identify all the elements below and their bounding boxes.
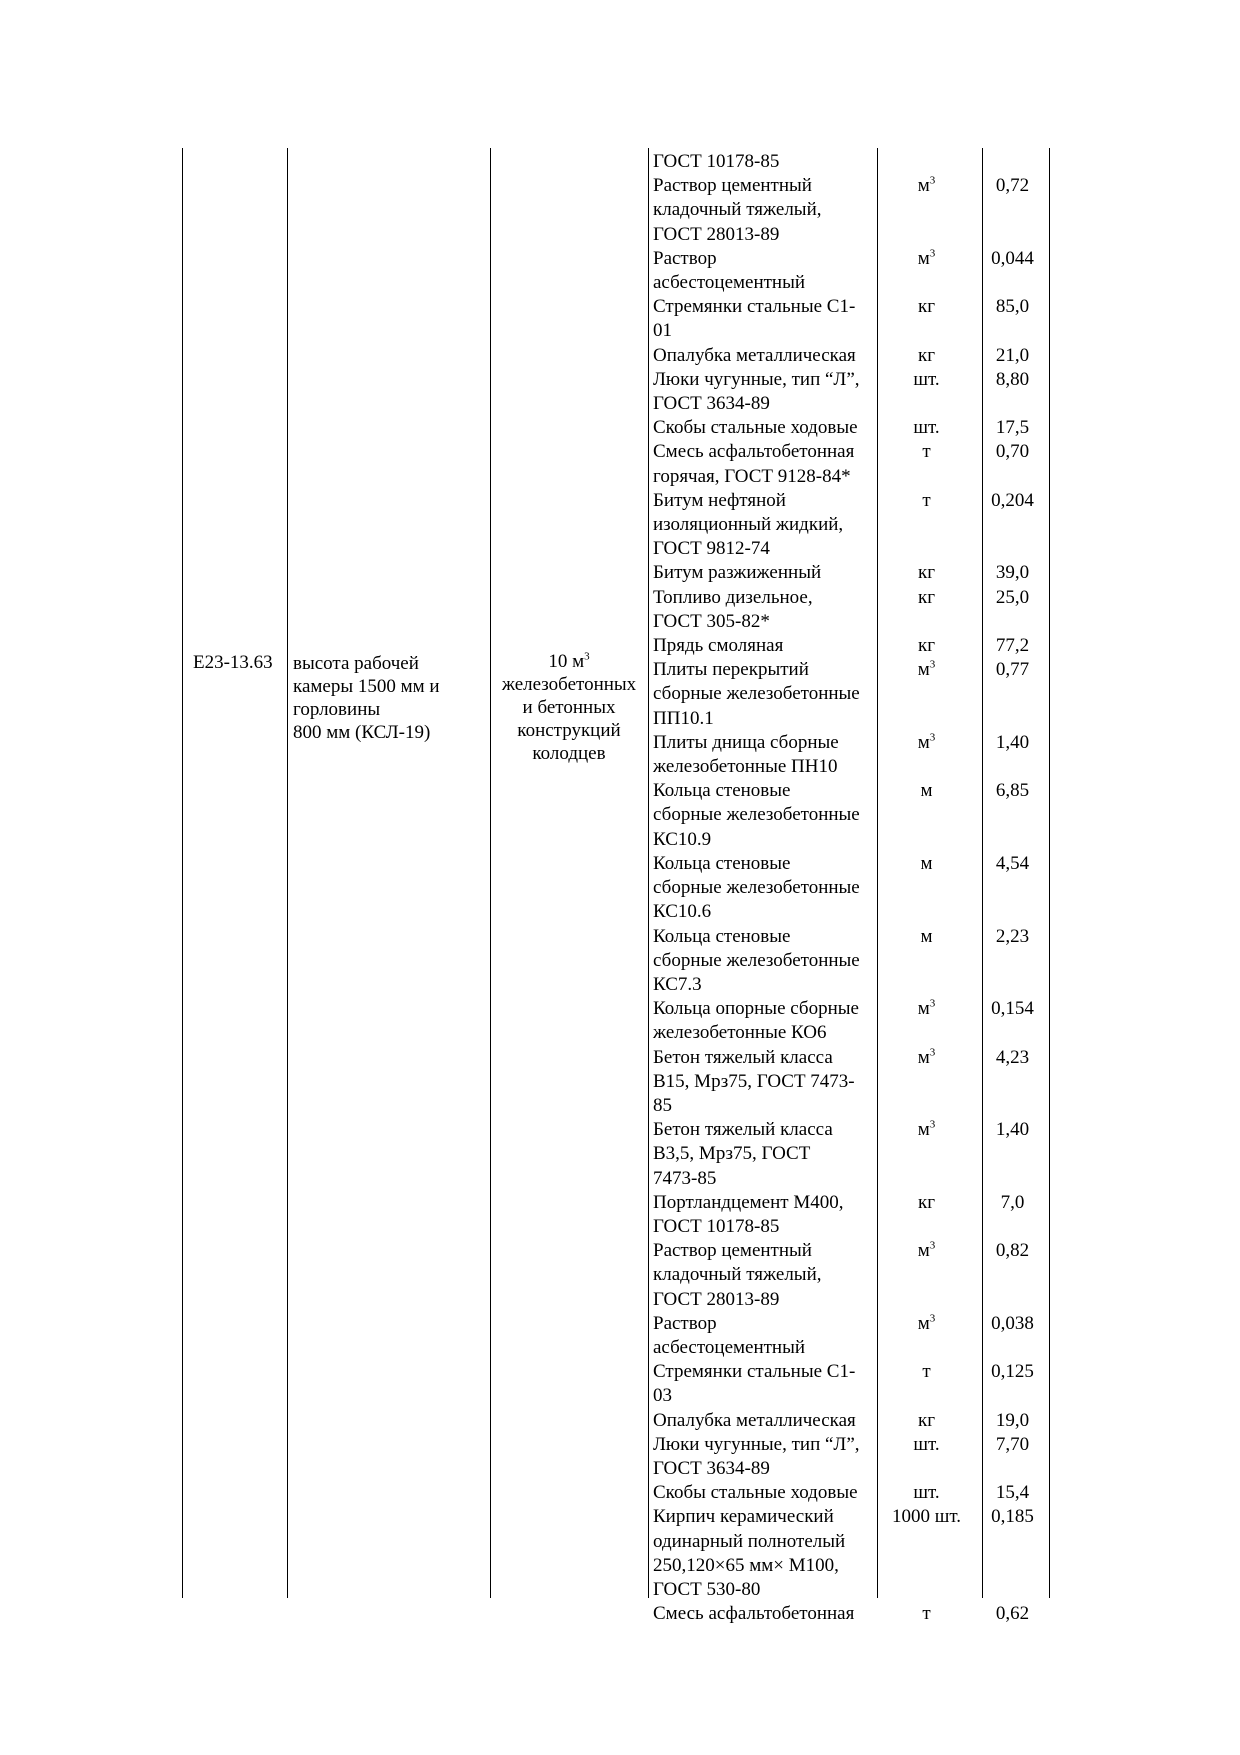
material-unit	[875, 925, 978, 949]
material-name	[653, 1239, 875, 1312]
material-name-line: Раствор цементный	[653, 1240, 812, 1262]
material-row	[653, 1433, 1053, 1481]
material-unit-text: шт.	[913, 1433, 940, 1455]
material-name-line: Кольца стеновые	[653, 852, 791, 874]
material-name	[653, 1191, 875, 1239]
material-row	[653, 440, 1053, 488]
material-name-line: ГОСТ 28013-89	[653, 1288, 780, 1310]
material-name	[653, 779, 875, 852]
material-quantity: 2,23	[995, 925, 1030, 947]
material-row	[653, 1191, 1053, 1239]
material-quantity: 0,044	[991, 247, 1034, 269]
material-unit	[875, 634, 978, 658]
material-unit-text: м	[917, 1312, 930, 1334]
material-name-line: Топливо дизельное,	[653, 586, 813, 608]
material-name	[653, 174, 875, 247]
material-name-line: Раствор цементный	[653, 175, 812, 197]
material-unit	[875, 779, 978, 803]
material-unit	[875, 416, 978, 440]
material-unit-text: м	[920, 852, 933, 874]
material-name-line: КС10.6	[653, 901, 712, 923]
material-row	[653, 416, 1053, 440]
description-line: горловины	[293, 699, 381, 720]
material-unit-text: т	[922, 1361, 931, 1383]
material-name-line: Раствор	[653, 247, 717, 269]
material-name	[653, 416, 875, 440]
material-name	[653, 368, 875, 416]
material-unit-text: кг	[917, 296, 936, 318]
material-quantity: 21,0	[995, 344, 1030, 366]
material-unit-text: кг	[917, 1409, 936, 1431]
material-quantity: 0,125	[991, 1361, 1034, 1383]
column-divider-1	[287, 148, 288, 1598]
material-unit-text: 1000 шт.	[891, 1506, 961, 1528]
material-name	[653, 925, 875, 998]
material-quantity: 1,40	[995, 1119, 1030, 1141]
material-quantity: 4,23	[995, 1046, 1030, 1068]
material-name	[653, 634, 875, 658]
material-quantity: 4,54	[995, 852, 1030, 874]
material-name	[653, 1312, 875, 1360]
material-unit-superscript: 3	[929, 1312, 936, 1325]
material-unit	[875, 1481, 978, 1505]
material-quantity: 0,82	[995, 1240, 1030, 1262]
material-name-line: Портландцемент М400,	[653, 1191, 844, 1213]
material-name-line: Кольца опорные сборные	[653, 998, 859, 1020]
material-unit-superscript: 3	[929, 997, 936, 1010]
unit-line	[494, 650, 644, 673]
material-name	[653, 852, 875, 925]
material-row	[653, 1239, 1053, 1312]
material-name-line: сборные железобетонные	[653, 877, 860, 899]
material-unit	[875, 174, 978, 198]
material-quantity: 15,4	[995, 1482, 1030, 1504]
material-name-line: железобетонные ПН10	[653, 756, 838, 778]
material-name-line: Стремянки стальные С1-	[653, 1361, 856, 1383]
material-name-line: Плиты днища сборные	[653, 731, 839, 753]
material-unit	[875, 1602, 978, 1626]
material-unit-superscript: 3	[929, 247, 936, 260]
material-name-line: Кольца стеновые	[653, 925, 791, 947]
material-quantity: 85,0	[995, 296, 1030, 318]
material-name-line: Кирпич керамический	[653, 1506, 834, 1528]
material-name	[653, 1118, 875, 1191]
material-unit	[875, 368, 978, 392]
material-name-line: 250,120×65 мм× М100,	[653, 1554, 839, 1576]
material-name-line: Прядь смоляная	[653, 635, 784, 657]
material-row	[653, 368, 1053, 416]
material-unit	[875, 1409, 978, 1433]
material-unit	[875, 561, 978, 585]
material-row	[653, 852, 1053, 925]
material-unit	[875, 440, 978, 464]
material-name-line: Скобы стальные ходовые	[653, 1482, 858, 1504]
material-name-line: ГОСТ 3634-89	[653, 1457, 770, 1479]
material-name-line: Раствор	[653, 1312, 717, 1334]
material-name-line: ГОСТ 9812-74	[653, 538, 770, 560]
material-row	[653, 1046, 1053, 1119]
material-unit-text: кг	[917, 562, 936, 584]
description-line: 800 мм (КСЛ-19)	[293, 722, 431, 743]
material-unit-superscript: 3	[929, 1046, 936, 1059]
material-name-line: ГОСТ 28013-89	[653, 223, 780, 245]
material-name-line: 85	[653, 1094, 672, 1116]
material-unit-text: м	[920, 780, 933, 802]
material-quantity: 7,0	[1000, 1191, 1025, 1213]
material-name	[653, 561, 875, 585]
material-row	[653, 174, 1053, 247]
material-name-line: сборные железобетонные	[653, 949, 860, 971]
material-name-line: кладочный тяжелый,	[653, 199, 822, 221]
material-quantity: 7,70	[995, 1433, 1030, 1455]
material-name	[653, 997, 875, 1045]
material-unit	[875, 731, 978, 755]
material-name-line: Люки чугунные, тип “Л”,	[653, 1433, 860, 1455]
material-row	[653, 1118, 1053, 1191]
material-row	[653, 1602, 1053, 1626]
material-quantity: 8,80	[995, 368, 1030, 390]
material-name	[653, 344, 875, 368]
material-unit-text: т	[922, 1603, 931, 1625]
material-name-line: изоляционный жидкий,	[653, 514, 844, 536]
material-unit-text: м	[917, 175, 930, 197]
material-unit-text: м	[917, 1119, 930, 1141]
material-name	[653, 150, 875, 174]
material-name	[653, 295, 875, 343]
column-divider-3	[648, 148, 649, 1598]
material-name-line: Битум нефтяной	[653, 489, 786, 511]
material-row	[653, 1505, 1053, 1602]
material-quantity: 0,204	[991, 489, 1034, 511]
material-name-line: Битум разжиженный	[653, 562, 822, 584]
material-name-line: В3,5, Мрз75, ГОСТ	[653, 1143, 811, 1165]
material-name	[653, 731, 875, 779]
unit-line-text: 10 м	[548, 651, 585, 672]
material-name-line: В15, Мрз75, ГОСТ 7473-	[653, 1070, 855, 1092]
material-name	[653, 1433, 875, 1481]
material-quantity: 0,72	[995, 175, 1030, 197]
material-row	[653, 561, 1053, 585]
material-unit-text: м	[917, 247, 930, 269]
material-row	[653, 731, 1053, 779]
material-row	[653, 295, 1053, 343]
material-unit-superscript: 3	[929, 658, 936, 671]
material-unit-text: кг	[917, 344, 936, 366]
material-unit-superscript: 3	[929, 1239, 936, 1252]
material-name-line: асбестоцементный	[653, 272, 806, 294]
material-name-line: 7473-85	[653, 1167, 717, 1189]
material-unit	[875, 1118, 978, 1142]
material-row	[653, 586, 1053, 634]
material-unit-text: кг	[917, 1191, 936, 1213]
material-unit	[875, 997, 978, 1021]
material-unit-text: м	[917, 659, 930, 681]
material-unit-text: шт.	[913, 1482, 940, 1504]
material-name-line: ГОСТ 10178-85	[653, 1215, 780, 1237]
material-unit	[875, 1046, 978, 1070]
material-name-line: сборные железобетонные	[653, 804, 860, 826]
material-unit	[875, 1312, 978, 1336]
material-name	[653, 489, 875, 562]
table-border-left	[182, 148, 183, 1598]
material-name-line: Бетон тяжелый класса	[653, 1119, 833, 1141]
material-unit-text: т	[922, 489, 931, 511]
material-unit	[875, 852, 978, 876]
material-name-line: железобетонные КО6	[653, 1022, 827, 1044]
material-name	[653, 658, 875, 731]
material-unit-text: м	[917, 1240, 930, 1262]
material-row	[653, 247, 1053, 295]
material-unit-text: м	[917, 1046, 930, 1068]
material-name-line: кладочный тяжелый,	[653, 1264, 822, 1286]
material-name-line: Скобы стальные ходовые	[653, 417, 858, 439]
material-unit	[875, 1360, 978, 1384]
material-name	[653, 586, 875, 634]
material-unit	[875, 1505, 978, 1529]
material-quantity: 0,77	[995, 659, 1030, 681]
material-name-line: Смесь асфальтобетонная	[653, 1603, 855, 1625]
material-row	[653, 1360, 1053, 1408]
material-quantity: 1,40	[995, 731, 1030, 753]
material-row	[653, 1481, 1053, 1505]
material-name-line: КС10.9	[653, 828, 712, 850]
material-unit-text: кг	[917, 635, 936, 657]
material-name-line: Стремянки стальные С1-	[653, 296, 856, 318]
item-measure-unit	[494, 650, 644, 765]
material-unit	[875, 1433, 978, 1457]
unit-line: колодцев	[532, 743, 606, 764]
item-description	[293, 652, 493, 744]
material-row	[653, 997, 1053, 1045]
unit-line: и бетонных	[522, 697, 616, 718]
material-quantity: 25,0	[995, 586, 1030, 608]
material-unit-text: кг	[917, 586, 936, 608]
material-name-line: Опалубка металлическая	[653, 1409, 856, 1431]
material-quantity: 6,85	[995, 780, 1030, 802]
material-unit	[875, 344, 978, 368]
material-name-line: одинарный полнотелый	[653, 1530, 846, 1552]
material-row	[653, 150, 1053, 174]
material-unit-text: т	[922, 441, 931, 463]
material-unit	[875, 1191, 978, 1215]
material-quantity: 0,038	[991, 1312, 1034, 1334]
material-name-line: Опалубка металлическая	[653, 344, 856, 366]
material-unit-superscript: 3	[929, 731, 936, 744]
unit-line: железобетонных	[501, 674, 637, 695]
material-unit-text: м	[920, 925, 933, 947]
material-name	[653, 1481, 875, 1505]
material-name-line: горячая, ГОСТ 9128-84*	[653, 465, 851, 487]
material-name-line: ПП10.1	[653, 707, 714, 729]
unit-line: конструкций	[517, 720, 621, 741]
material-name-line: КС7.3	[653, 973, 702, 995]
material-name	[653, 1360, 875, 1408]
material-name-line: 03	[653, 1385, 672, 1407]
material-unit-text: м	[917, 998, 930, 1020]
unit-superscript: 3	[584, 650, 590, 663]
material-name	[653, 1409, 875, 1433]
material-name-line: 01	[653, 320, 672, 342]
material-name-line: ГОСТ 305-82*	[653, 610, 770, 632]
description-line: камеры 1500 мм и	[293, 676, 440, 697]
material-quantity: 39,0	[995, 562, 1030, 584]
material-name-line: ГОСТ 3634-89	[653, 393, 770, 415]
material-unit	[875, 489, 978, 513]
material-unit	[875, 1239, 978, 1263]
material-quantity: 17,5	[995, 417, 1030, 439]
material-row	[653, 1409, 1053, 1433]
material-row	[653, 1312, 1053, 1360]
material-name-line: Плиты перекрытий	[653, 659, 809, 681]
material-name	[653, 440, 875, 488]
material-name	[653, 1602, 875, 1626]
material-quantity: 0,185	[991, 1506, 1034, 1528]
column-divider-2	[490, 148, 491, 1598]
material-quantity: 0,154	[991, 998, 1034, 1020]
material-row	[653, 925, 1053, 998]
material-row	[653, 779, 1053, 852]
material-row	[653, 658, 1053, 731]
item-code: Е23-13.63	[193, 652, 273, 673]
material-unit	[875, 658, 978, 682]
material-name	[653, 247, 875, 295]
material-name-line: ГОСТ 530-80	[653, 1578, 761, 1600]
material-name-line: Кольца стеновые	[653, 780, 791, 802]
material-name-line: Бетон тяжелый класса	[653, 1046, 833, 1068]
material-name	[653, 1505, 875, 1602]
materials-list	[653, 150, 1053, 1626]
material-unit-superscript: 3	[929, 1118, 936, 1131]
material-name-line: асбестоцементный	[653, 1336, 806, 1358]
material-quantity: 0,62	[995, 1603, 1030, 1625]
material-row	[653, 634, 1053, 658]
material-unit	[875, 586, 978, 610]
material-unit	[875, 247, 978, 271]
material-row	[653, 489, 1053, 562]
material-unit-text: м	[917, 731, 930, 753]
material-quantity: 77,2	[995, 635, 1030, 657]
material-name-line: ГОСТ 10178-85	[653, 151, 780, 172]
material-name-line: Смесь асфальтобетонная	[653, 441, 855, 463]
description-line: высота рабочей	[293, 653, 419, 674]
material-unit-superscript: 3	[929, 174, 936, 187]
material-unit-text: шт.	[913, 417, 940, 439]
material-name-line: сборные железобетонные	[653, 683, 860, 705]
material-row	[653, 344, 1053, 368]
material-quantity: 0,70	[995, 441, 1030, 463]
material-name-line: Люки чугунные, тип “Л”,	[653, 368, 860, 390]
material-unit-text: шт.	[913, 368, 940, 390]
material-quantity: 19,0	[995, 1409, 1030, 1431]
material-unit	[875, 295, 978, 319]
material-name	[653, 1046, 875, 1119]
